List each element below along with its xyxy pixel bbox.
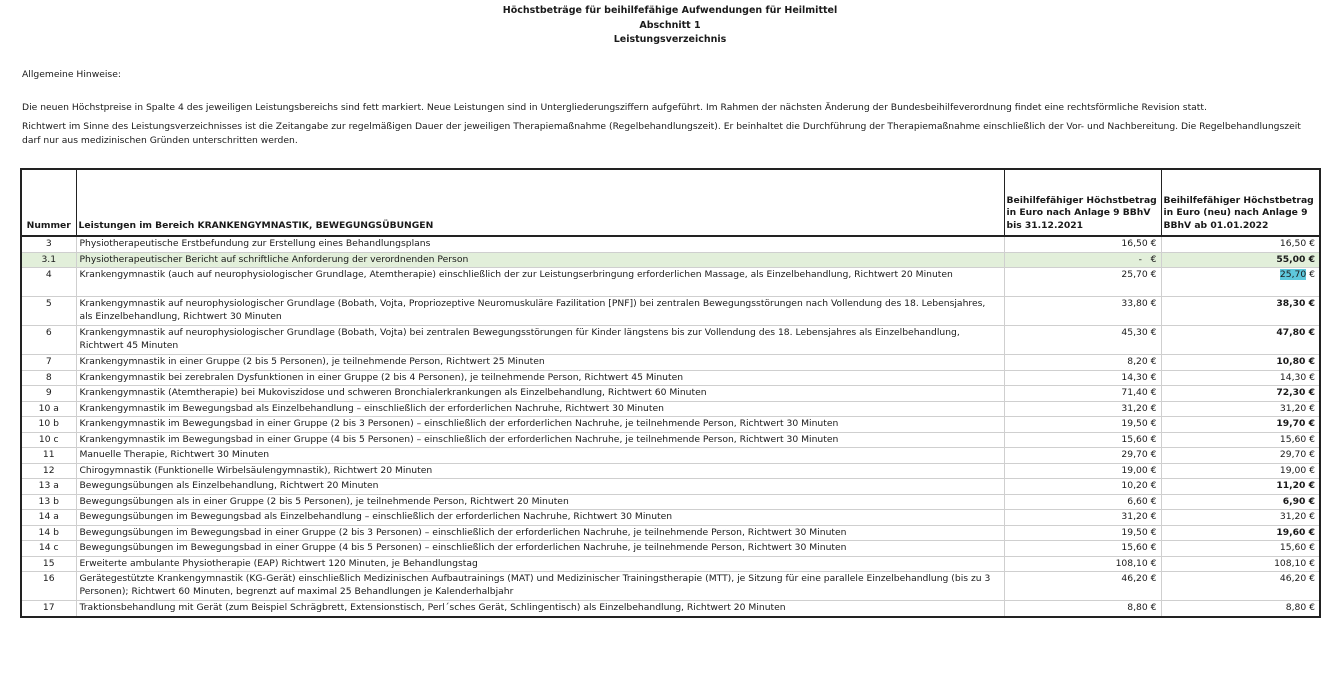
header-old-price: Beihilfefähiger Höchstbetrag in Euro nach Anlage 9 BBhV bis 31.12.2021 <box>1004 169 1161 236</box>
cell-old-price: 14,30 € <box>1004 370 1161 386</box>
header-new-price: Beihilfefähiger Höchstbetrag in Euro (neu) nach Anlage 9 BBhV ab 01.01.2022 <box>1161 169 1320 236</box>
cell-number: 12 <box>21 463 76 479</box>
currency-suffix: € <box>1306 269 1315 280</box>
table-row <box>21 370 1320 386</box>
cell-old-price: 8,80 € <box>1004 601 1161 617</box>
table-row <box>21 463 1320 479</box>
document-title <box>0 4 1340 48</box>
table-row <box>21 601 1320 617</box>
table-row <box>21 252 1320 268</box>
cell-old-price: 15,60 € <box>1004 432 1161 448</box>
cell-old-price: 45,30 € <box>1004 326 1161 355</box>
cell-description: Gerätegestützte Krankengymnastik (KG-Gerät) einschließlich Medizinischen Aufbautrainings (MAT) und Medizinischer Trainingstherapie (MTT), je Sitzung für eine parallele Einzelbehandlung (bis zu 3 Personen); Richtwert 60 Minuten, begrenzt auf maximal 25 Behandlungen je Kalenderhalbjahr <box>76 572 1004 601</box>
cell-new-price: 8,80 € <box>1161 601 1320 617</box>
table-row <box>21 494 1320 510</box>
note-paragraph: Richtwert im Sinne des Leistungsverzeichnisses ist die Zeitangabe zur regelmäßigen Dauer der jeweiligen Therapiemaßnahme (Regelbehandlungszeit). Er beinhaltet die Durchführung der Therapiemaßnahme einschließlich der Vor- und Nachbereitung. Die Regelbehandlungszeit darf nur aus medizinischen Gründen unterschritten werden. <box>22 121 1301 146</box>
cell-new-price <box>1161 268 1320 297</box>
cell-description: Chirogymnastik (Funktionelle Wirbelsäulengymnastik), Richtwert 20 Minuten <box>76 463 1004 479</box>
cell-old-price: 31,20 € <box>1004 401 1161 417</box>
header-description: Leistungen im Bereich KRANKENGYMNASTIK, BEWEGUNGSÜBUNGEN <box>76 169 1004 236</box>
cell-new-price: 19,60 € <box>1161 525 1320 541</box>
cell-description: Physiotherapeutischer Bericht auf schriftliche Anforderung der verordnenden Person <box>76 252 1004 268</box>
cell-new-price: 47,80 € <box>1161 326 1320 355</box>
table-row <box>21 556 1320 572</box>
cell-number: 7 <box>21 355 76 371</box>
cell-description: Traktionsbehandlung mit Gerät (zum Beispiel Schrägbrett, Extensionstisch, Perl´sches Gerät, Schlingentisch) als Einzelbehandlung, Richtwert 20 Minuten <box>76 601 1004 617</box>
table-row <box>21 355 1320 371</box>
cell-number: 10 a <box>21 401 76 417</box>
cell-description: Krankengymnastik im Bewegungsbad in einer Gruppe (4 bis 5 Personen) – einschließlich der erforderlichen Nachruhe, je teilnehmende Person, Richtwert 30 Minuten <box>76 432 1004 448</box>
service-price-table <box>20 168 1321 618</box>
cell-old-price: 71,40 € <box>1004 386 1161 402</box>
cell-number: 4 <box>21 268 76 297</box>
cell-description: Bewegungsübungen als Einzelbehandlung, Richtwert 20 Minuten <box>76 479 1004 495</box>
cell-new-price: 16,50 € <box>1161 236 1320 252</box>
cell-old-price: 19,00 € <box>1004 463 1161 479</box>
notes-label: Allgemeine Hinweise: <box>22 69 121 80</box>
cell-number: 13 b <box>21 494 76 510</box>
table-row <box>21 401 1320 417</box>
cell-number: 10 c <box>21 432 76 448</box>
cell-old-price: 15,60 € <box>1004 541 1161 557</box>
cell-description: Erweiterte ambulante Physiotherapie (EAP) Richtwert 120 Minuten, je Behandlungstag <box>76 556 1004 572</box>
cell-new-price: 19,70 € <box>1161 417 1320 433</box>
cell-description: Bewegungsübungen im Bewegungsbad in einer Gruppe (4 bis 5 Personen) – einschließlich der erforderlichen Nachruhe, je teilnehmende Person, Richtwert 30 Minuten <box>76 541 1004 557</box>
cell-old-price: 19,50 € <box>1004 525 1161 541</box>
cell-number: 9 <box>21 386 76 402</box>
cell-number: 8 <box>21 370 76 386</box>
cell-number: 10 b <box>21 417 76 433</box>
title-line-section: Abschnitt 1 <box>639 19 701 31</box>
cell-new-price: 72,30 € <box>1161 386 1320 402</box>
cell-description: Bewegungsübungen im Bewegungsbad als Einzelbehandlung – einschließlich der erforderlichen Nachruhe, Richtwert 30 Minuten <box>76 510 1004 526</box>
cell-number: 13 a <box>21 479 76 495</box>
cell-description: Physiotherapeutische Erstbefundung zur Erstellung eines Behandlungsplans <box>76 236 1004 252</box>
general-notes <box>22 101 1322 148</box>
note-paragraph: Die neuen Höchstpreise in Spalte 4 des jeweiligen Leistungsbereichs sind fett markiert. Neue Leistungen sind in Untergliederungsziffern aufgeführt. Im Rahmen der nächsten Änderung der Bundesbeihilfeverordnung findet eine rechtsförmliche Revision statt. <box>22 102 1207 113</box>
cell-new-price: 19,00 € <box>1161 463 1320 479</box>
cell-description: Krankengymnastik in einer Gruppe (2 bis 5 Personen), je teilnehmende Person, Richtwert 25 Minuten <box>76 355 1004 371</box>
cell-description: Krankengymnastik auf neurophysiologischer Grundlage (Bobath, Vojta) bei zentralen Bewegungsstörungen für Kinder längstens bis zur Vollendung des 18. Lebensjahres als Einzelbehandlung, Richtwert 45 Minuten <box>76 326 1004 355</box>
table-row <box>21 541 1320 557</box>
table-header-row <box>21 169 1320 236</box>
table-row <box>21 432 1320 448</box>
cell-description: Krankengymnastik bei zerebralen Dysfunktionen in einer Gruppe (2 bis 4 Personen), je teilnehmende Person, Richtwert 45 Minuten <box>76 370 1004 386</box>
table-row <box>21 510 1320 526</box>
selected-text[interactable]: 25,70 <box>1279 269 1307 280</box>
cell-new-price: 55,00 € <box>1161 252 1320 268</box>
table-row <box>21 479 1320 495</box>
cell-description: Krankengymnastik (Atemtherapie) bei Mukoviszidose und schweren Bronchialerkrankungen als Einzelbehandlung, Richtwert 60 Minuten <box>76 386 1004 402</box>
cell-new-price: 6,90 € <box>1161 494 1320 510</box>
cell-number: 3.1 <box>21 252 76 268</box>
cell-new-price: 15,60 € <box>1161 432 1320 448</box>
table-row <box>21 386 1320 402</box>
title-line-main: Höchstbeträge für beihilfefähige Aufwendungen für Heilmittel <box>502 5 838 16</box>
cell-new-price: 31,20 € <box>1161 510 1320 526</box>
cell-number: 14 a <box>21 510 76 526</box>
cell-old-price: 46,20 € <box>1004 572 1161 601</box>
cell-new-price: 11,20 € <box>1161 479 1320 495</box>
table-row <box>21 297 1320 326</box>
cell-description: Manuelle Therapie, Richtwert 30 Minuten <box>76 448 1004 464</box>
cell-new-price: 15,60 € <box>1161 541 1320 557</box>
cell-old-price: 31,20 € <box>1004 510 1161 526</box>
cell-old-price: 19,50 € <box>1004 417 1161 433</box>
cell-number: 15 <box>21 556 76 572</box>
cell-new-price: 46,20 € <box>1161 572 1320 601</box>
cell-old-price: - € <box>1004 252 1161 268</box>
cell-new-price: 108,10 € <box>1161 556 1320 572</box>
cell-old-price: 108,10 € <box>1004 556 1161 572</box>
table-row <box>21 326 1320 355</box>
cell-old-price: 29,70 € <box>1004 448 1161 464</box>
cell-description: Bewegungsübungen als in einer Gruppe (2 bis 5 Personen), je teilnehmende Person, Richtwert 20 Minuten <box>76 494 1004 510</box>
table-row <box>21 236 1320 252</box>
cell-old-price: 8,20 € <box>1004 355 1161 371</box>
cell-old-price: 25,70 € <box>1004 268 1161 297</box>
cell-old-price: 16,50 € <box>1004 236 1161 252</box>
cell-old-price: 33,80 € <box>1004 297 1161 326</box>
cell-new-price: 29,70 € <box>1161 448 1320 464</box>
table-row <box>21 417 1320 433</box>
header-number: Nummer <box>21 169 76 236</box>
cell-description: Krankengymnastik im Bewegungsbad als Einzelbehandlung – einschließlich der erforderlichen Nachruhe, Richtwert 30 Minuten <box>76 401 1004 417</box>
cell-number: 6 <box>21 326 76 355</box>
cell-number: 14 b <box>21 525 76 541</box>
cell-new-price: 10,80 € <box>1161 355 1320 371</box>
cell-number: 3 <box>21 236 76 252</box>
cell-description: Krankengymnastik (auch auf neurophysiologischer Grundlage, Atemtherapie) einschließlich der zur Leistungserbringung erforderlichen Massage, als Einzelbehandlung, Richtwert 20 Minuten <box>76 268 1004 297</box>
cell-old-price: 6,60 € <box>1004 494 1161 510</box>
table-row <box>21 525 1320 541</box>
cell-number: 11 <box>21 448 76 464</box>
table-row <box>21 448 1320 464</box>
table-row <box>21 572 1320 601</box>
table-row <box>21 268 1320 297</box>
cell-number: 17 <box>21 601 76 617</box>
cell-new-price: 14,30 € <box>1161 370 1320 386</box>
cell-number: 14 c <box>21 541 76 557</box>
cell-description: Krankengymnastik auf neurophysiologischer Grundlage (Bobath, Vojta, Propriozeptive Neuromuskuläre Fazilitation [PNF]) bei zentralen Bewegungsstörungen nach Vollendung des 18. Lebensjahres, als Einzelbehandlung, Richtwert 30 Minuten <box>76 297 1004 326</box>
cell-number: 5 <box>21 297 76 326</box>
cell-old-price: 10,20 € <box>1004 479 1161 495</box>
cell-new-price: 31,20 € <box>1161 401 1320 417</box>
cell-number: 16 <box>21 572 76 601</box>
title-line-sub: Leistungsverzeichnis <box>613 34 727 45</box>
cell-description: Bewegungsübungen im Bewegungsbad in einer Gruppe (2 bis 3 Personen) – einschließlich der erforderlichen Nachruhe, je teilnehmende Person, Richtwert 30 Minuten <box>76 525 1004 541</box>
cell-description: Krankengymnastik im Bewegungsbad in einer Gruppe (2 bis 3 Personen) – einschließlich der erforderlichen Nachruhe, je teilnehmende Person, Richtwert 30 Minuten <box>76 417 1004 433</box>
cell-new-price: 38,30 € <box>1161 297 1320 326</box>
